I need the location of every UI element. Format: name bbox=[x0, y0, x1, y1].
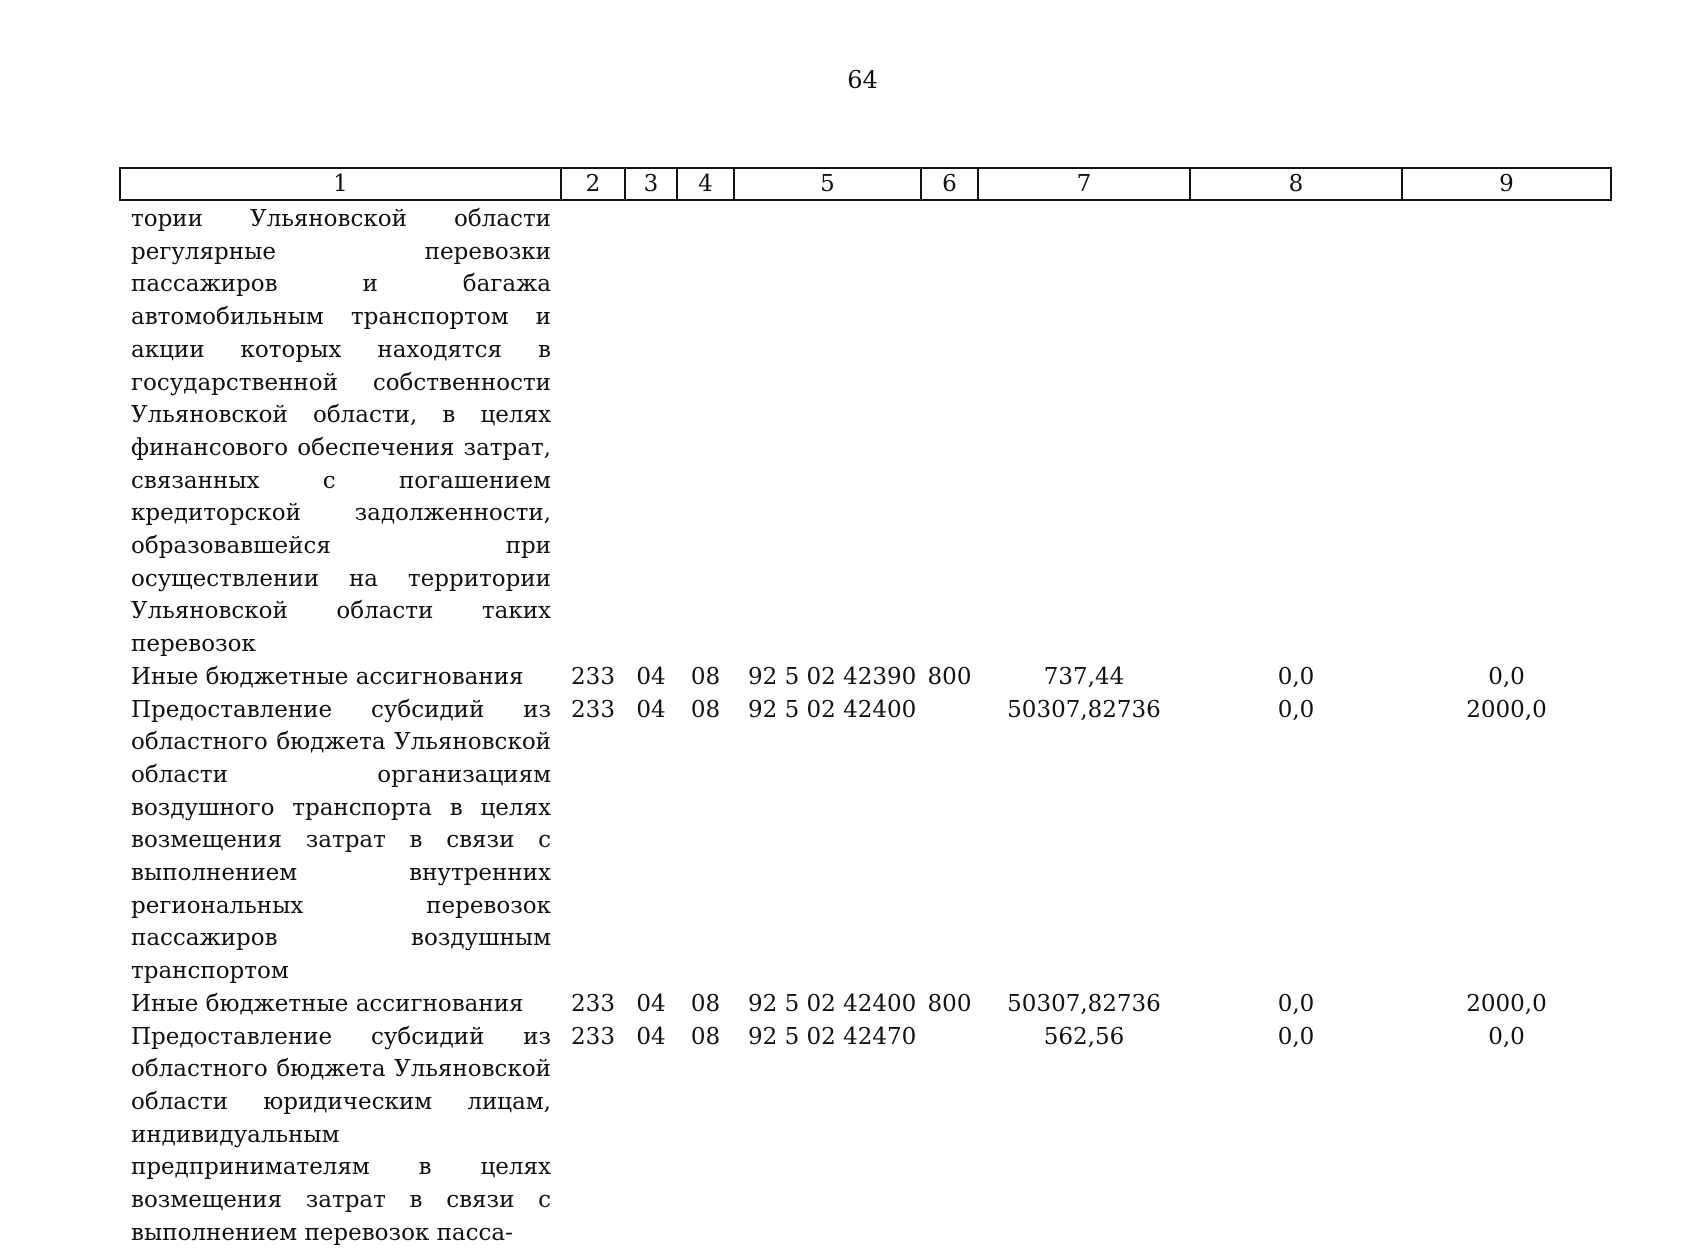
row-col-5 bbox=[734, 200, 921, 661]
table-row bbox=[120, 1021, 1611, 1250]
row-col-5: 92 5 02 42400 bbox=[748, 696, 917, 723]
row-description: Иные бюджетные ассигнования bbox=[131, 663, 524, 690]
row-col-3: 04 bbox=[636, 663, 666, 690]
row-description: Иные бюджетные ассигнования bbox=[131, 990, 524, 1017]
header-row bbox=[120, 168, 1611, 200]
row-col-2: 233 bbox=[571, 1023, 615, 1050]
header-col-4: 4 bbox=[677, 168, 734, 200]
table-body bbox=[120, 200, 1611, 1250]
row-col-4: 08 bbox=[690, 663, 721, 690]
row-col-8 bbox=[1190, 200, 1402, 661]
row-col-6 bbox=[921, 200, 978, 661]
row-col-9: 2000,0 bbox=[1466, 990, 1547, 1017]
row-col-4: 08 bbox=[690, 1023, 721, 1050]
row-col-4: 08 bbox=[690, 696, 721, 723]
row-col-8: 0,0 bbox=[1277, 1023, 1315, 1050]
row-col-2: 233 bbox=[571, 990, 615, 1017]
header-col-1: 1 bbox=[120, 168, 561, 200]
row-col-9: 2000,0 bbox=[1466, 696, 1547, 723]
table-row bbox=[120, 200, 1611, 661]
row-col-2: 233 bbox=[571, 663, 615, 690]
row-col-9 bbox=[1402, 200, 1611, 661]
table-row bbox=[120, 694, 1611, 988]
row-col-2: 233 bbox=[571, 696, 615, 723]
row-col-7: 50307,82736 bbox=[1007, 696, 1161, 723]
row-col-4 bbox=[677, 200, 734, 661]
budget-table bbox=[119, 167, 1612, 1250]
header-col-9: 9 bbox=[1402, 168, 1611, 200]
row-col-2 bbox=[561, 200, 625, 661]
row-col-6 bbox=[921, 1021, 978, 1250]
row-col-7: 737,44 bbox=[1043, 663, 1125, 690]
row-description: Предоставление субсидий из областного бюджета Ульяновской области организациям воздушного транспорта в целях возмещения затрат в связи с выполнением внутренних региональных перевозок пассажиров воздушным транспортом bbox=[131, 696, 551, 985]
row-col-7: 50307,82736 bbox=[1007, 990, 1161, 1017]
row-col-5: 92 5 02 42400 bbox=[748, 990, 917, 1017]
row-col-3: 04 bbox=[636, 1023, 666, 1050]
row-col-4: 08 bbox=[690, 990, 721, 1017]
table-header bbox=[120, 168, 1611, 200]
row-col-7: 562,56 bbox=[1043, 1023, 1125, 1050]
row-col-5: 92 5 02 42390 bbox=[748, 663, 917, 690]
row-col-8: 0,0 bbox=[1277, 990, 1315, 1017]
row-col-6: 800 bbox=[927, 990, 972, 1017]
row-col-3: 04 bbox=[636, 696, 666, 723]
table-row bbox=[120, 988, 1611, 1021]
row-description: тории Ульяновской области регулярные перевозки пассажиров и багажа автомобильным транспортом и акции которых находятся в государственной собственности Ульяновской области, в целях финансового обеспечения затрат, связанных с погашением кредиторской задолженности, образовавшейся при осуществлении на территории Ульяновской области таких перевозок bbox=[131, 206, 551, 658]
header-col-3: 3 bbox=[625, 168, 677, 200]
header-col-6: 6 bbox=[921, 168, 978, 200]
row-col-5: 92 5 02 42470 bbox=[748, 1023, 917, 1050]
row-col-3: 04 bbox=[636, 990, 666, 1017]
row-col-8: 0,0 bbox=[1277, 696, 1315, 723]
row-col-6 bbox=[921, 694, 978, 988]
row-col-6: 800 bbox=[927, 663, 972, 690]
row-description: Предоставление субсидий из областного бюджета Ульяновской области юридическим лицам, индивидуальным предпринимателям в целях возмещения затрат в связи с выполнением перевозок пасса- bbox=[131, 1023, 551, 1246]
page-number: 64 bbox=[847, 66, 878, 94]
row-col-7 bbox=[978, 200, 1190, 661]
row-col-9: 0,0 bbox=[1488, 1023, 1525, 1050]
row-col-8: 0,0 bbox=[1277, 663, 1315, 690]
header-col-7: 7 bbox=[978, 168, 1190, 200]
table-row bbox=[120, 661, 1611, 694]
row-col-3 bbox=[625, 200, 677, 661]
row-col-9: 0,0 bbox=[1488, 663, 1525, 690]
header-col-8: 8 bbox=[1190, 168, 1402, 200]
header-col-5: 5 bbox=[734, 168, 921, 200]
header-col-2: 2 bbox=[561, 168, 625, 200]
